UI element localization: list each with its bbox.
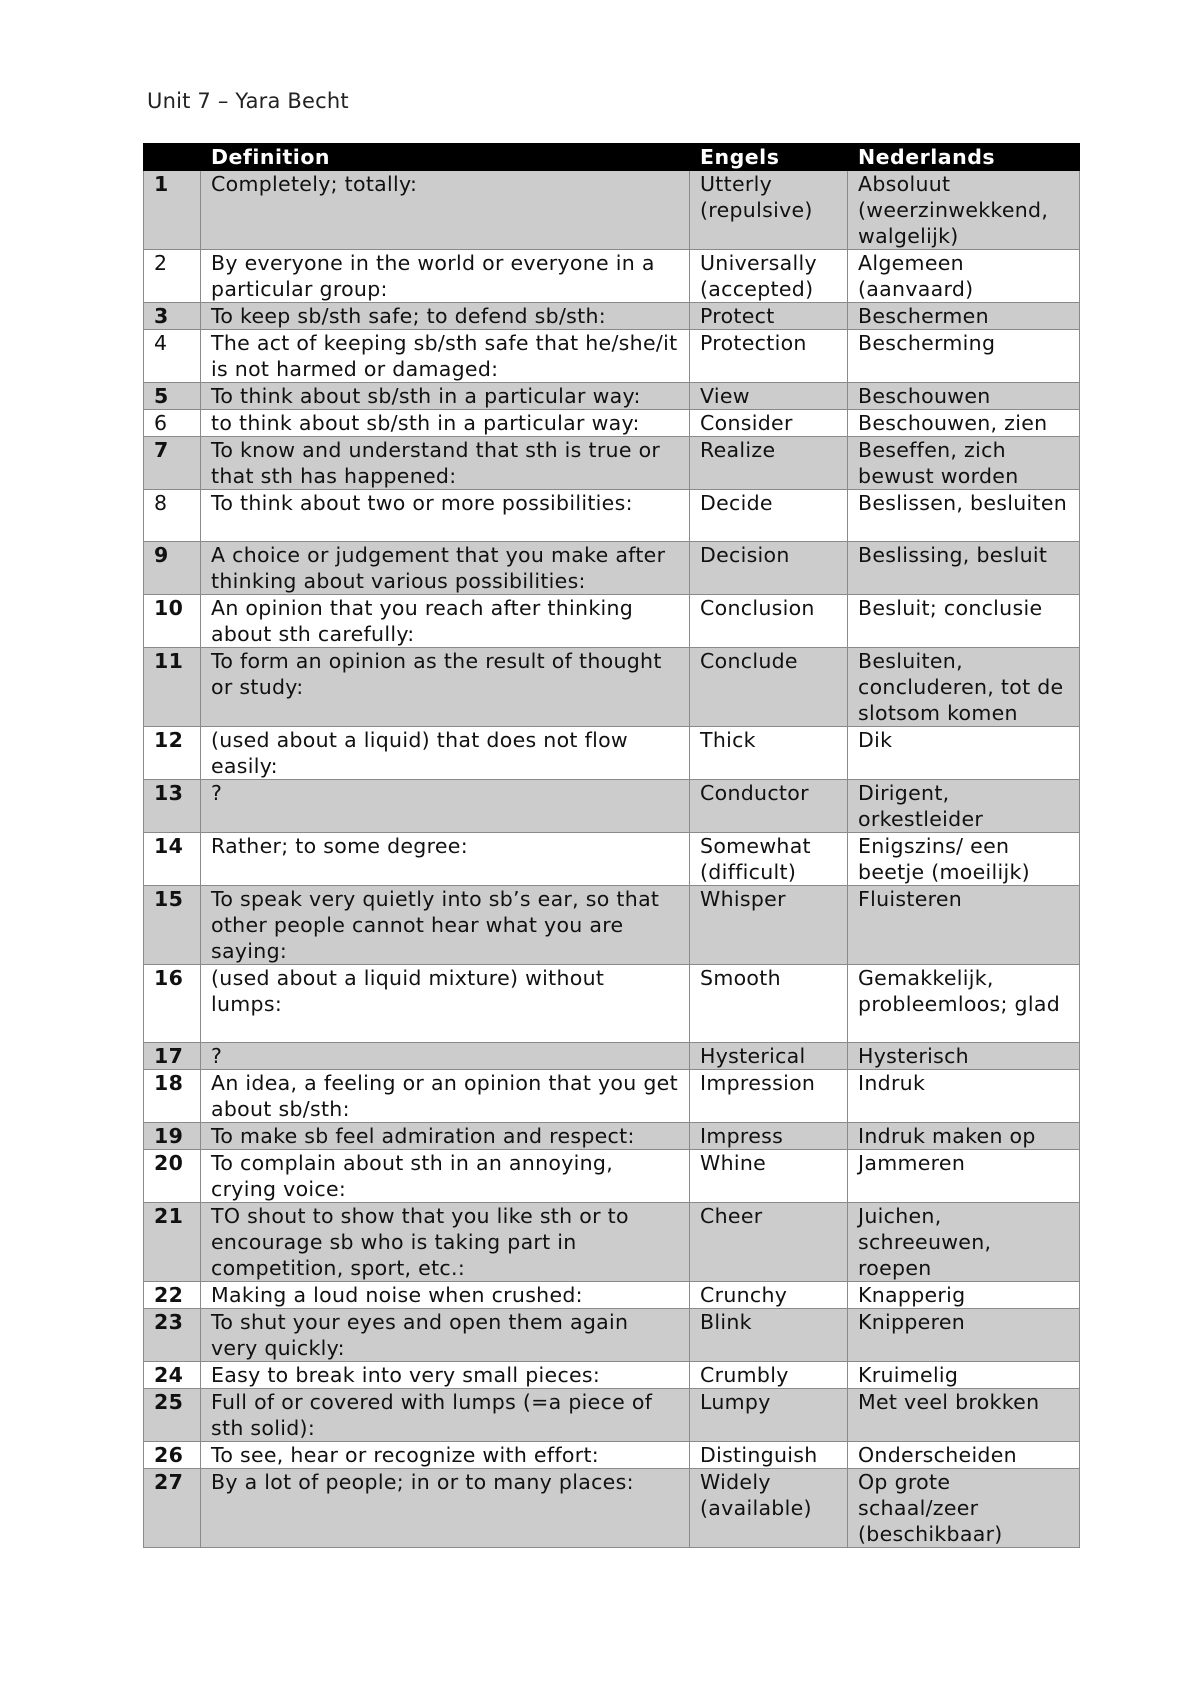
table-row	[144, 383, 1080, 410]
row-english: Protection	[690, 330, 848, 383]
table-header-row	[144, 144, 1080, 171]
row-dutch: Bescherming	[848, 330, 1080, 383]
row-number: 26	[144, 1442, 201, 1469]
row-english: Utterly (repulsive)	[690, 171, 848, 250]
table-row	[144, 437, 1080, 490]
table-row	[144, 1309, 1080, 1362]
table-row	[144, 1442, 1080, 1469]
row-definition: Completely; totally:	[201, 171, 690, 250]
row-english: Universally (accepted)	[690, 250, 848, 303]
table-row	[144, 965, 1080, 1043]
row-english: Crunchy	[690, 1282, 848, 1309]
row-english: Whine	[690, 1150, 848, 1203]
row-number: 5	[144, 383, 201, 410]
row-english: Lumpy	[690, 1389, 848, 1442]
row-number: 17	[144, 1043, 201, 1070]
table-row	[144, 1362, 1080, 1389]
table-row	[144, 886, 1080, 965]
row-dutch: Beschouwen	[848, 383, 1080, 410]
row-dutch: Knipperen	[848, 1309, 1080, 1362]
row-dutch: Absoluut (weerzinwekkend, walgelijk)	[848, 171, 1080, 250]
row-number: 12	[144, 727, 201, 780]
row-definition: To form an opinion as the result of thought or study:	[201, 648, 690, 727]
row-dutch: Gemakkelijk, probleemloos; glad	[848, 965, 1080, 1043]
row-definition: ?	[201, 780, 690, 833]
row-english: Smooth	[690, 965, 848, 1043]
row-number: 24	[144, 1362, 201, 1389]
row-english: Impression	[690, 1070, 848, 1123]
row-number: 8	[144, 490, 201, 542]
row-definition: (used about a liquid) that does not flow easily:	[201, 727, 690, 780]
row-definition: To complain about sth in an annoying, crying voice:	[201, 1150, 690, 1203]
table-row	[144, 1150, 1080, 1203]
table-body	[144, 171, 1080, 1548]
row-number: 1	[144, 171, 201, 250]
row-number: 9	[144, 542, 201, 595]
row-number: 18	[144, 1070, 201, 1123]
table-row	[144, 1203, 1080, 1282]
row-english: Crumbly	[690, 1362, 848, 1389]
row-number: 27	[144, 1469, 201, 1548]
table-row	[144, 490, 1080, 542]
table-row	[144, 1282, 1080, 1309]
row-dutch: Beslissing, besluit	[848, 542, 1080, 595]
table-row	[144, 833, 1080, 886]
row-english: Conclusion	[690, 595, 848, 648]
row-dutch: Jammeren	[848, 1150, 1080, 1203]
row-english: Distinguish	[690, 1442, 848, 1469]
row-english: Whisper	[690, 886, 848, 965]
row-definition: An opinion that you reach after thinking about sth carefully:	[201, 595, 690, 648]
row-definition: To see, hear or recognize with effort:	[201, 1442, 690, 1469]
row-dutch: Enigszins/ een beetje (moeilijk)	[848, 833, 1080, 886]
row-english: Conclude	[690, 648, 848, 727]
row-dutch: Beseffen, zich bewust worden	[848, 437, 1080, 490]
row-number: 23	[144, 1309, 201, 1362]
row-definition: ?	[201, 1043, 690, 1070]
row-definition: To speak very quietly into sb’s ear, so that other people cannot hear what you are saying:	[201, 886, 690, 965]
row-definition: To shut your eyes and open them again very quickly:	[201, 1309, 690, 1362]
row-number: 4	[144, 330, 201, 383]
table-row	[144, 250, 1080, 303]
row-number: 11	[144, 648, 201, 727]
row-english: Protect	[690, 303, 848, 330]
row-definition: To make sb feel admiration and respect:	[201, 1123, 690, 1150]
row-definition: A choice or judgement that you make after thinking about various possibilities:	[201, 542, 690, 595]
row-number: 2	[144, 250, 201, 303]
row-dutch: Indruk maken op	[848, 1123, 1080, 1150]
row-definition: To think about sb/sth in a particular way:	[201, 383, 690, 410]
table-row	[144, 330, 1080, 383]
table-row	[144, 1123, 1080, 1150]
row-dutch: Beschouwen, zien	[848, 410, 1080, 437]
row-definition: Making a loud noise when crushed:	[201, 1282, 690, 1309]
row-dutch: Algemeen (aanvaard)	[848, 250, 1080, 303]
row-english: Decision	[690, 542, 848, 595]
row-number: 20	[144, 1150, 201, 1203]
row-english: Widely (available)	[690, 1469, 848, 1548]
row-definition: To think about two or more possibilities:	[201, 490, 690, 542]
row-definition: To know and understand that sth is true or that sth has happened:	[201, 437, 690, 490]
row-dutch: Besluiten, concluderen, tot de slotsom komen	[848, 648, 1080, 727]
row-english: Thick	[690, 727, 848, 780]
row-number: 13	[144, 780, 201, 833]
table-row	[144, 595, 1080, 648]
table-row	[144, 648, 1080, 727]
row-number: 16	[144, 965, 201, 1043]
row-dutch: Hysterisch	[848, 1043, 1080, 1070]
row-definition: Easy to break into very small pieces:	[201, 1362, 690, 1389]
table-row	[144, 1469, 1080, 1548]
row-dutch: Dirigent, orkestleider	[848, 780, 1080, 833]
row-number: 6	[144, 410, 201, 437]
table-row	[144, 410, 1080, 437]
row-definition: By everyone in the world or everyone in a particular group:	[201, 250, 690, 303]
row-english: Hysterical	[690, 1043, 848, 1070]
row-english: Decide	[690, 490, 848, 542]
table-row	[144, 780, 1080, 833]
row-english: Realize	[690, 437, 848, 490]
row-dutch: Knapperig	[848, 1282, 1080, 1309]
row-number: 14	[144, 833, 201, 886]
row-number: 25	[144, 1389, 201, 1442]
table-row	[144, 1389, 1080, 1442]
row-definition: To keep sb/sth safe; to defend sb/sth:	[201, 303, 690, 330]
row-number: 3	[144, 303, 201, 330]
table-row	[144, 171, 1080, 250]
header-definition: Definition	[201, 144, 690, 171]
row-dutch: Juichen, schreeuwen, roepen	[848, 1203, 1080, 1282]
row-english: Impress	[690, 1123, 848, 1150]
row-definition: TO shout to show that you like sth or to encourage sb who is taking part in competition, sport, etc.:	[201, 1203, 690, 1282]
row-dutch: Indruk	[848, 1070, 1080, 1123]
row-dutch: Onderscheiden	[848, 1442, 1080, 1469]
header-english: Engels	[690, 144, 848, 171]
row-number: 21	[144, 1203, 201, 1282]
row-number: 10	[144, 595, 201, 648]
row-dutch: Dik	[848, 727, 1080, 780]
row-dutch: Op grote schaal/zeer (beschikbaar)	[848, 1469, 1080, 1548]
row-definition: An idea, a feeling or an opinion that you get about sb/sth:	[201, 1070, 690, 1123]
table-row	[144, 542, 1080, 595]
row-definition: The act of keeping sb/sth safe that he/she/it is not harmed or damaged:	[201, 330, 690, 383]
row-definition: (used about a liquid mixture) without lumps:	[201, 965, 690, 1043]
row-english: Conductor	[690, 780, 848, 833]
row-english: Consider	[690, 410, 848, 437]
row-dutch: Fluisteren	[848, 886, 1080, 965]
row-number: 7	[144, 437, 201, 490]
row-number: 19	[144, 1123, 201, 1150]
row-number: 15	[144, 886, 201, 965]
header-dutch: Nederlands	[848, 144, 1080, 171]
row-dutch: Met veel brokken	[848, 1389, 1080, 1442]
row-english: Somewhat (difficult)	[690, 833, 848, 886]
page-title: Unit 7 – Yara Becht	[147, 89, 349, 113]
row-definition: Rather; to some degree:	[201, 833, 690, 886]
row-dutch: Beschermen	[848, 303, 1080, 330]
table-row	[144, 727, 1080, 780]
row-english: View	[690, 383, 848, 410]
table-row	[144, 303, 1080, 330]
row-dutch: Kruimelig	[848, 1362, 1080, 1389]
table-row	[144, 1043, 1080, 1070]
row-english: Blink	[690, 1309, 848, 1362]
row-definition: By a lot of people; in or to many places:	[201, 1469, 690, 1548]
header-number	[144, 144, 201, 171]
row-english: Cheer	[690, 1203, 848, 1282]
row-definition: Full of or covered with lumps (=a piece of sth solid):	[201, 1389, 690, 1442]
row-number: 22	[144, 1282, 201, 1309]
vocabulary-table	[143, 143, 1080, 1548]
row-dutch: Besluit; conclusie	[848, 595, 1080, 648]
row-definition: to think about sb/sth in a particular way:	[201, 410, 690, 437]
row-dutch: Beslissen, besluiten	[848, 490, 1080, 542]
table-row	[144, 1070, 1080, 1123]
